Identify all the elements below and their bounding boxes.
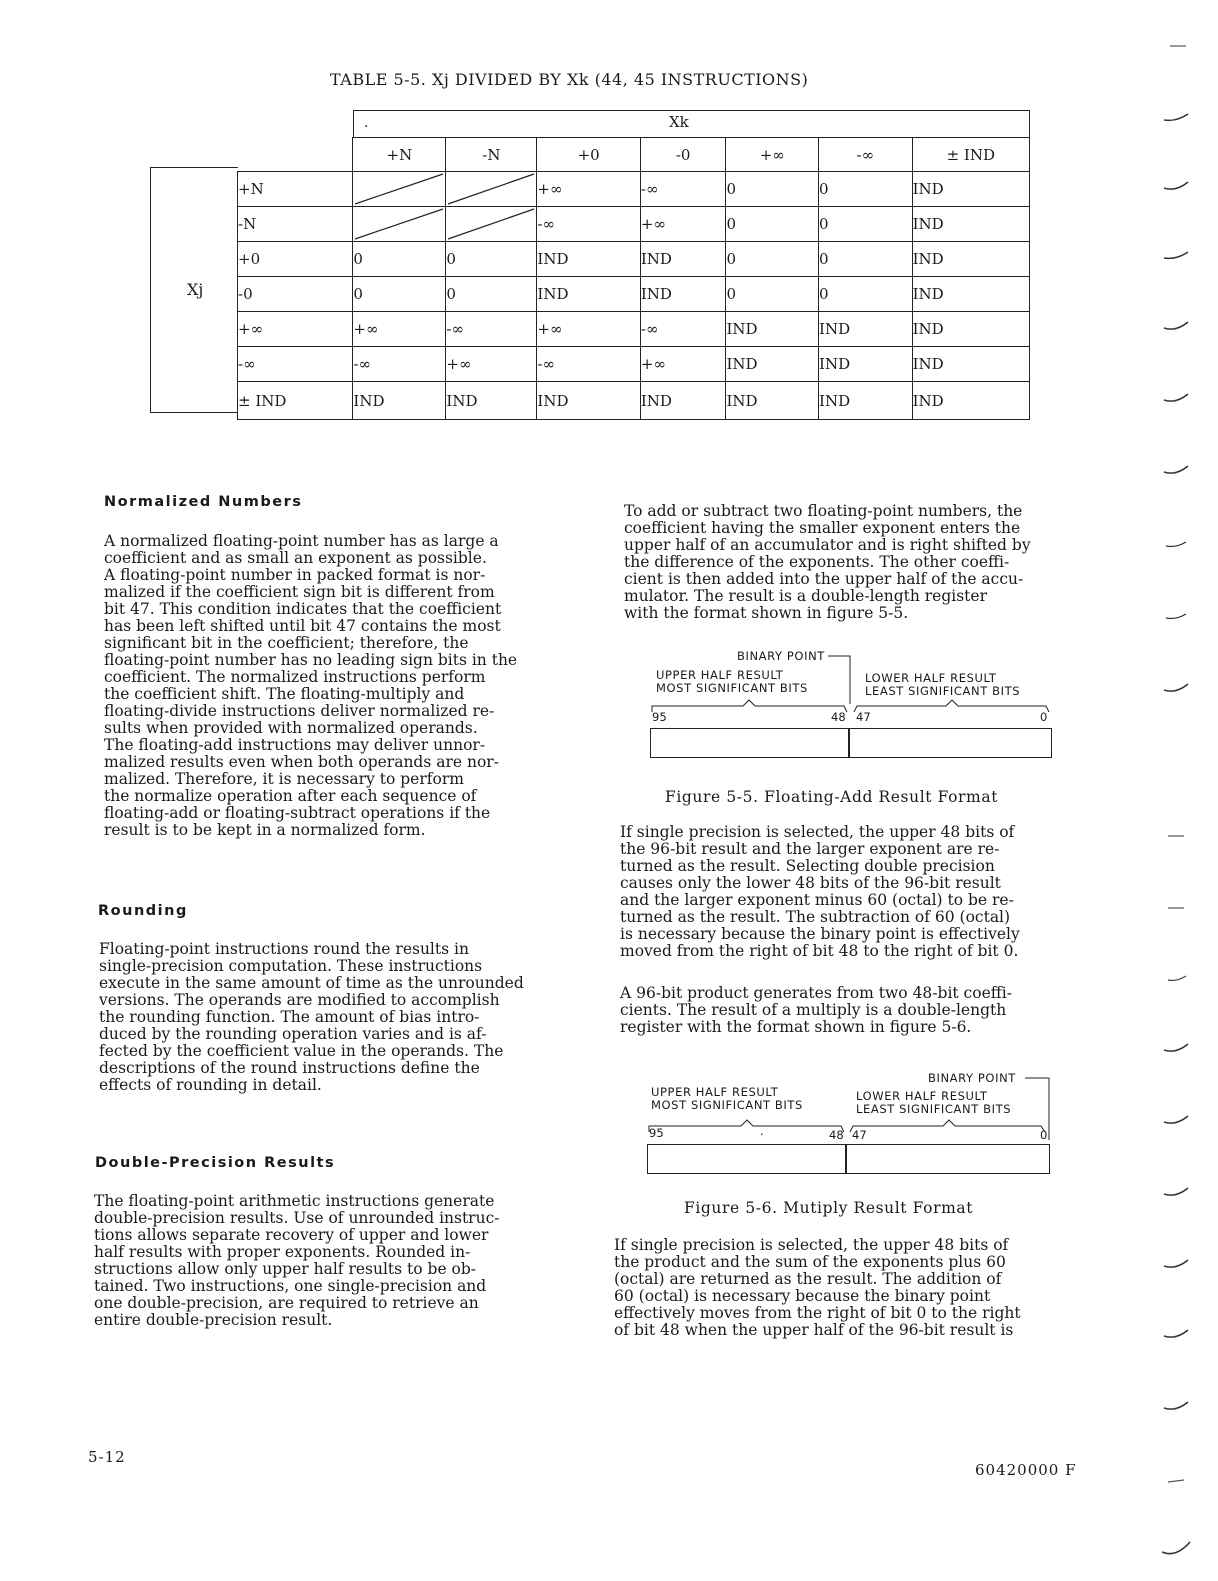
fig5-bit-0: 0 [1040, 710, 1048, 724]
fig6-caption: Figure 5-6. Mutiply Result Format [684, 1199, 974, 1217]
fig6-upper-register [647, 1144, 847, 1174]
fig5-lower-brace [854, 700, 1049, 712]
table-cell: +∞ [446, 347, 537, 382]
table-cell: -∞ [446, 312, 537, 347]
xj-side-box [150, 167, 238, 413]
table-cell: IND [353, 382, 446, 420]
margin-mark [1168, 1480, 1184, 1482]
table-cell: 0 [819, 242, 913, 277]
margin-mark [1168, 976, 1186, 981]
table-cell: IND [912, 242, 1029, 277]
table-row [238, 172, 1030, 207]
table-cell: -∞ [537, 207, 640, 242]
column-header: ± IND [912, 138, 1029, 172]
fig6-dot: . [760, 1124, 764, 1138]
heading-normalized-numbers: Normalized Numbers [104, 494, 303, 510]
table-cell: 0 [726, 172, 819, 207]
table-title: TABLE 5-5. Xj DIVIDED BY Xk (44, 45 INSTRUCTIONS) [330, 70, 809, 89]
column-header: +0 [537, 138, 640, 172]
table-cell: +∞ [353, 312, 446, 347]
table-corner [238, 138, 353, 172]
paragraph-double-precision: The floating-point arithmetic instructions generate double-precision results. Use of unrounded instruc- tions allows separate recovery of upper and lower half results with proper exponents. Rounded in- structions allow only upper half results to be ob- tained. Two instructions, one single-precision and one double-precision, are required to retrieve an entire double-precision result. [94, 1192, 500, 1329]
fig6-bit-0: 0 [1040, 1128, 1048, 1142]
diagonal-slash [446, 207, 536, 241]
row-label: -N [238, 207, 353, 242]
column-header: -N [446, 138, 537, 172]
table-cell: IND [912, 312, 1029, 347]
table-cell: 0 [819, 172, 913, 207]
table-cell: -∞ [537, 347, 640, 382]
table-cell: IND [640, 382, 726, 420]
diagonal-cell [353, 207, 446, 242]
table-cell: 0 [353, 277, 446, 312]
table-row [238, 382, 1030, 420]
margin-mark [1164, 1260, 1188, 1267]
margin-mark [1164, 182, 1188, 189]
row-label: ± IND [238, 382, 353, 420]
row-label: +0 [238, 242, 353, 277]
margin-mark [1164, 466, 1188, 473]
diagonal-slash [353, 172, 445, 206]
binding-margin-marks [1150, 30, 1200, 1570]
fig6-upper-label: UPPER HALF RESULT MOST SIGNIFICANT BITS [651, 1085, 803, 1112]
margin-mark [1164, 114, 1188, 120]
diagonal-cell [446, 207, 537, 242]
fig6-binary-point-label: BINARY POINT [928, 1071, 1016, 1085]
xk-label: Xk [669, 113, 689, 131]
paragraph-product: A 96-bit product generates from two 48-bit coeffi- cients. The result of a multiply is a double-length register with the format shown in figure 5-6. [620, 984, 1012, 1036]
table-cell: 0 [726, 242, 819, 277]
paragraph-rounding: Floating-point instructions round the results in single-precision computation. These instructions execute in the same amount of time as the unrounded versions. The operands are modified to accomplish the rounding function. The amount of bias intro- duced by the rounding operation varies and is af- fected by the coefficient value in the operands. The descriptions of the round instructions define the effects of rounding in detail. [99, 940, 524, 1094]
paragraph-single-precision: If single precision is selected, the upper 48 bits of the 96-bit result and the larger exponent are re- turned as the result. Selecting double precision causes only the lower 48 bits of the 96-bit result and the larger exponent minus 60 (octal) to be re- turned as the result. The subtraction of 60 (octal) is necessary because the binary point is effectively moved from the right of bit 48 to the right of bit 0. [620, 823, 1020, 960]
margin-mark [1164, 394, 1188, 401]
table-cell: +∞ [537, 172, 640, 207]
fig5-bit-48: 48 [831, 710, 846, 724]
page-number: 5-12 [88, 1448, 126, 1466]
fig5-lower-label: LOWER HALF RESULT LEAST SIGNIFICANT BITS [865, 671, 1021, 698]
table-cell: IND [640, 277, 726, 312]
fig6-lower-brace [850, 1120, 1045, 1132]
division-table [237, 137, 1030, 420]
table-cell: 0 [353, 242, 446, 277]
table-row [238, 242, 1030, 277]
table-cell: IND [912, 172, 1029, 207]
margin-mark [1164, 322, 1188, 329]
fig5-bit-95: 95 [652, 710, 667, 724]
table-cell: IND [537, 242, 640, 277]
table-cell: IND [726, 382, 819, 420]
document-number: 60420000 F [975, 1461, 1077, 1479]
margin-mark [1164, 684, 1188, 691]
table-cell: 0 [446, 277, 537, 312]
table-cell: IND [640, 242, 726, 277]
fig6-lower-register [845, 1144, 1050, 1174]
xk-header-dot: . [364, 115, 369, 131]
margin-mark [1164, 252, 1188, 258]
xj-label: Xj [187, 280, 204, 299]
column-header: -∞ [819, 138, 913, 172]
column-header: -0 [640, 138, 726, 172]
table-cell: 0 [446, 242, 537, 277]
table-cell: IND [537, 382, 640, 420]
table-cell: IND [912, 347, 1029, 382]
table-cell: 0 [819, 277, 913, 312]
table-cell: -∞ [640, 312, 726, 347]
diagonal-slash [446, 172, 536, 206]
heading-double-precision: Double-Precision Results [95, 1155, 336, 1171]
table-cell: 0 [819, 207, 913, 242]
table-cell: +∞ [640, 207, 726, 242]
table-cell: +∞ [640, 347, 726, 382]
fig6-lower-label: LOWER HALF RESULT LEAST SIGNIFICANT BITS [856, 1089, 1012, 1116]
fig6-bit-95: 95 [649, 1126, 664, 1140]
fig6-bit-48: 48 [829, 1128, 844, 1142]
table-row [238, 277, 1030, 312]
figure-5-5 [648, 648, 1058, 760]
xk-header [353, 110, 1030, 138]
table-cell: +∞ [537, 312, 640, 347]
fig6-upper-brace [649, 1120, 844, 1132]
table-cell: 0 [726, 277, 819, 312]
table-cell: IND [537, 277, 640, 312]
margin-mark [1166, 614, 1186, 619]
diagonal-slash [353, 207, 445, 241]
table-cell: -∞ [640, 172, 726, 207]
fig5-upper-register [650, 728, 850, 758]
figure-5-6 [645, 1070, 1057, 1178]
margin-mark [1164, 1330, 1188, 1337]
table-header-row [238, 138, 1030, 172]
table-cell: IND [912, 382, 1029, 420]
fig5-upper-brace [652, 700, 847, 712]
column-header: +N [353, 138, 446, 172]
margin-mark [1164, 1402, 1188, 1409]
fig5-lower-register [848, 728, 1052, 758]
table-cell: IND [912, 207, 1029, 242]
fig5-binary-point-label: BINARY POINT [737, 649, 825, 663]
table-cell: -∞ [353, 347, 446, 382]
table-cell: 0 [726, 207, 819, 242]
fig5-caption: Figure 5-5. Floating-Add Result Format [665, 788, 999, 806]
paragraph-multiply: If single precision is selected, the upper 48 bits of the product and the sum of the exponents plus 60 (octal) are returned as the result. The addition of 60 (octal) is necessary because the binary point effectively moves from the right of bit 0 to the right of bit 48 when the upper half of the 96-bit result is [614, 1236, 1021, 1339]
diagonal-cell [353, 172, 446, 207]
diagonal-cell [446, 172, 537, 207]
table-cell: IND [819, 382, 913, 420]
heading-rounding: Rounding [98, 903, 188, 919]
row-label: +∞ [238, 312, 353, 347]
column-header: +∞ [726, 138, 819, 172]
fig5-binary-point-line [828, 656, 850, 704]
margin-mark [1164, 1116, 1188, 1123]
paragraph-add-subtract: To add or subtract two floating-point numbers, the coefficient having the smaller exponent enters the upper half of an accumulator and is right shifted by the difference of the exponents. The other coeffi- cient is then added into the upper half of the accu- mulator. The result is a double-length register with the format shown in figure 5-5. [624, 502, 1031, 622]
margin-mark [1166, 542, 1186, 547]
table-cell: IND [726, 312, 819, 347]
margin-mark [1164, 1188, 1188, 1195]
table-cell: IND [819, 347, 913, 382]
fig5-upper-label: UPPER HALF RESULT MOST SIGNIFICANT BITS [656, 668, 808, 695]
table-row [238, 347, 1030, 382]
table-cell: IND [912, 277, 1029, 312]
fig5-bit-47: 47 [856, 710, 871, 724]
table-cell: IND [726, 347, 819, 382]
row-label: +N [238, 172, 353, 207]
table-row [238, 207, 1030, 242]
row-label: -∞ [238, 347, 353, 382]
row-label: -0 [238, 277, 353, 312]
fig6-bit-47: 47 [852, 1128, 867, 1142]
table-cell: IND [446, 382, 537, 420]
table-row [238, 312, 1030, 347]
margin-mark [1164, 1044, 1188, 1051]
paragraph-normalized-numbers: A normalized floating-point number has as large a coefficient and as small an exponent as possible. A floating-point number in packed format is nor- malized if the coefficient sign bit is different from bit 47. This condition indicates that the coefficient has been left shifted until bit 47 contains the most significant bit in the coefficient; therefore, the floating-point number has no leading sign bits in the coefficient. The normalized instructions perform the coefficient shift. The floating-multiply and floating-divide instructions deliver normalized re- sults when provided with normalized operands. The floating-add instructions may deliver unnor- malized results even when both operands are nor- malized. Therefore, it is necessary to perform the normalize operation after each sequence of floating-add or floating-subtract operations if the result is to be kept in a normalized form. [104, 532, 518, 839]
table-cell: IND [819, 312, 913, 347]
margin-mark [1162, 1542, 1190, 1554]
